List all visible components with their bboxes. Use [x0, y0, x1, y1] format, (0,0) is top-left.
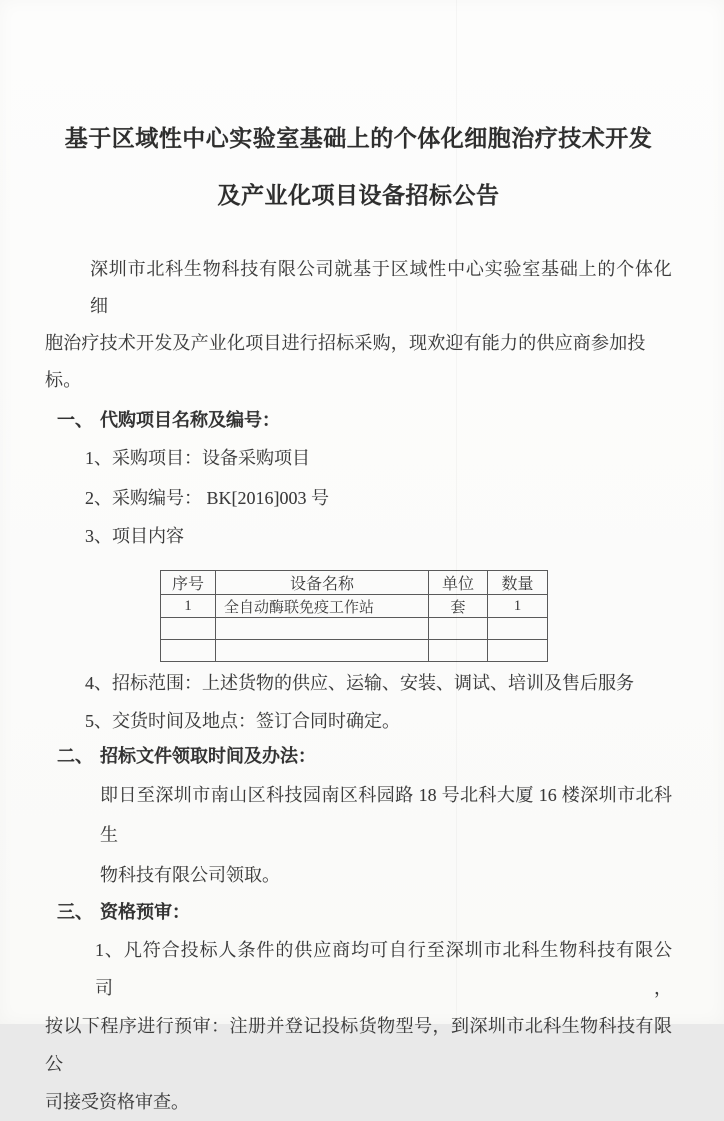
- table-cell-quantity: [488, 618, 548, 640]
- table-cell-unit: [429, 618, 488, 640]
- table-cell-unit: [429, 640, 488, 662]
- equipment-table: [160, 570, 548, 662]
- section-3-number: 三、: [57, 902, 93, 922]
- section-2-title: 招标文件领取时间及办法：: [100, 746, 316, 766]
- section-3-paragraph: [45, 931, 672, 1121]
- table-cell-index: 1: [161, 595, 216, 618]
- table-row: [161, 595, 548, 618]
- table-cell-quantity: 1: [488, 595, 548, 618]
- list-item-4: 4、招标范围：上述货物的供应、运输、安装、调试、培训及售后服务: [85, 673, 634, 693]
- list-item-1: 1、采购项目：设备采购项目: [85, 448, 310, 468]
- section-3-title: 资格预审：: [100, 902, 190, 922]
- document-title-line-2: 及产业化项目设备招标公告: [217, 183, 500, 208]
- table-header-quantity: 数量: [488, 571, 548, 595]
- section-1-number: 一、: [57, 410, 93, 430]
- section-2-paragraph: [100, 775, 672, 895]
- list-item-2: 2、采购编号： BK[2016]003 号: [85, 488, 329, 508]
- section-2-line-2: 物科技有限公司领取。: [100, 865, 280, 885]
- table-cell-unit: 套: [429, 595, 488, 618]
- section-1-heading: [45, 401, 672, 439]
- section-3-line-2: 按以下程序进行预审：注册并登记投标货物型号，到深圳市北科生物科技有限公: [45, 1016, 672, 1074]
- intro-paragraph: [45, 251, 672, 399]
- table-header-equipment-name: 设备名称: [216, 571, 429, 595]
- table-header-index: 序号: [161, 571, 216, 595]
- table-cell-equipment-name: [216, 618, 429, 640]
- section-3-line-3: 司接受资格审查。: [45, 1092, 189, 1112]
- table-cell-equipment-name: 全自动酶联免疫工作站: [216, 595, 429, 618]
- table-row: [161, 640, 548, 662]
- section-1-title: 代购项目名称及编号：: [100, 410, 280, 430]
- list-item-3: 3、项目内容: [85, 526, 184, 546]
- table-cell-quantity: [488, 640, 548, 662]
- table-cell-index: [161, 640, 216, 662]
- intro-line-1: 深圳市北科生物科技有限公司就基于区域性中心实验室基础上的个体化细: [90, 259, 672, 316]
- table-row: [161, 618, 548, 640]
- scan-fold-artifact: [456, 0, 457, 1024]
- table-header-unit: 单位: [429, 571, 488, 595]
- document-title-line-1: 基于区域性中心实验室基础上的个体化细胞治疗技术开发: [64, 126, 653, 151]
- section-3-heading: [45, 893, 672, 931]
- section-2-number: 二、: [57, 746, 93, 766]
- section-2-heading: [45, 737, 672, 775]
- table-cell-index: [161, 618, 216, 640]
- section-2-line-1: 即日至深圳市南山区科技园南区科园路 18 号北科大厦 16 楼深圳市北科生: [100, 785, 672, 845]
- table-header-row: [161, 571, 548, 595]
- section-3-line-1: 1、凡符合投标人条件的供应商均可自行至深圳市北科生物科技有限公司，: [95, 940, 672, 998]
- table-cell-equipment-name: [216, 640, 429, 662]
- intro-line-2: 胞治疗技术开发及产业化项目进行招标采购，现欢迎有能力的供应商参加投标。: [45, 333, 646, 390]
- list-item-5: 5、交货时间及地点：签订合同时确定。: [85, 711, 400, 731]
